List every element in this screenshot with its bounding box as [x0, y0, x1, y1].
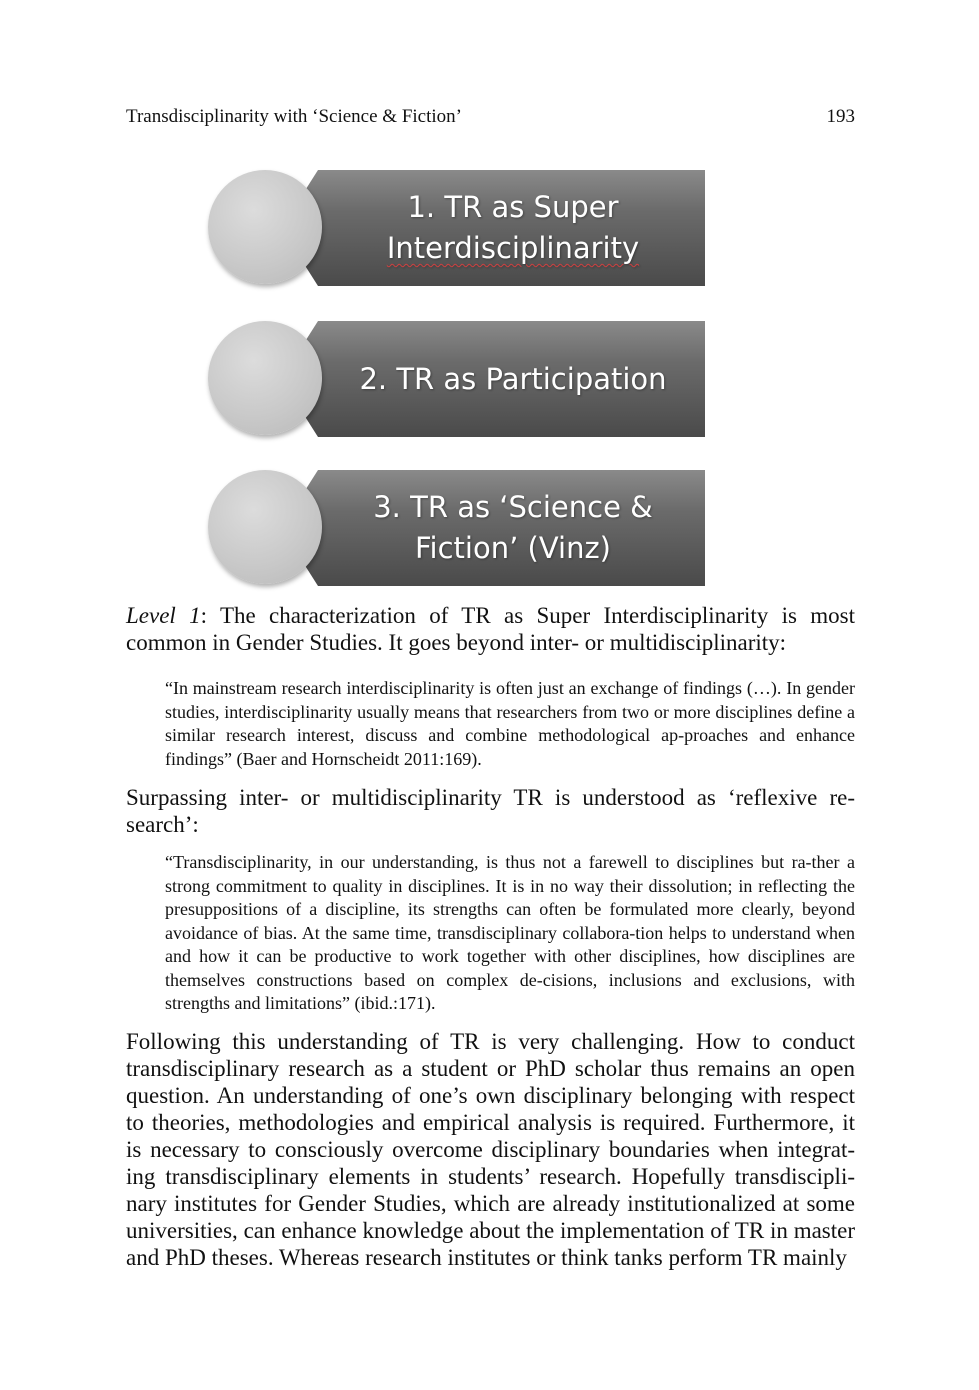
level-1-label-line1: 1. TR as Super [407, 190, 619, 224]
paragraph-3: Following this understanding of TR is very challenging. How to conduct transdisciplinary research as a student or PhD scholar thus remains an open question. An understanding of one’s own disciplinary belonging with respect to theories, methodologies and empirical analysis is required. Furthermore, it is necessary to consciously overcome disciplinary boundaries when integrat-ing transdisciplinary elements in students’ research. Hopefully transdiscipli-nary institutes for Gender Studies, which are already institutionalized at some universities, can enhance knowledge about the implementation of TR in master and PhD theses. Whereas research institutes or think tanks perform TR mainly [126, 1029, 855, 1270]
level-2-circle [208, 321, 322, 435]
level-3-label-line1: 3. TR as ‘Science & [373, 490, 653, 524]
paragraph-level-1 [126, 602, 855, 656]
level-3-item [200, 468, 710, 588]
page-header [126, 106, 855, 128]
block-quote-1: “In mainstream research interdisciplinarity is often just an exchange of findings (…). In gender studies, interdisciplinarity usually means that researchers from two or more disciplines define a similar research interest, discuss and combine methodological ap-proaches and enhance findings” (Baer and Hornscheidt 2011:169). [165, 678, 855, 769]
level-2-label-line1: 2. TR as Participation [359, 361, 667, 396]
level-2-item [200, 319, 710, 439]
running-title: Transdisciplinarity with ‘Science & Fiction’ [126, 106, 462, 127]
paragraph-2: Surpassing inter- or multidisciplinarity TR is understood as ‘reflexive re-search’: [126, 785, 855, 837]
level-1-label [318, 170, 708, 286]
tr-levels-diagram [200, 168, 710, 593]
level-1-circle [208, 170, 322, 284]
page-number: 193 [826, 106, 855, 127]
paragraph-level-1-text: : The characterization of TR as Super Interdisciplinarity is most common in Gender Studies. It goes beyond inter- or multidisciplinarity: [126, 603, 855, 655]
level-3-circle [208, 470, 322, 584]
level-1-label-line2: Interdisciplinarity [386, 231, 640, 265]
level-2-label [318, 321, 708, 437]
level-3-label-line2: Fiction’ (Vinz) [414, 531, 612, 565]
block-quote-2: “Transdisciplinarity, in our understanding, is thus not a farewell to disciplines but ra-ther a strong commitment to quality in disciplines. It is in no way their dissolution; in reflecting the presuppositions of a discipline, its strengths can often be formulated more clearly, beyond avoidance of bias. At the same time, transdisciplinary collabora-tion helps to understand when and how it can be productive to work together with other disciplines, how disciplines are themselves constructions based on complex de-cisions, inclusions and exclusions, with strengths and limitations” (ibid.:171). [165, 852, 855, 1013]
level-1-item [200, 168, 710, 288]
level-3-label [318, 470, 708, 586]
level-1-term: Level 1 [126, 603, 201, 628]
